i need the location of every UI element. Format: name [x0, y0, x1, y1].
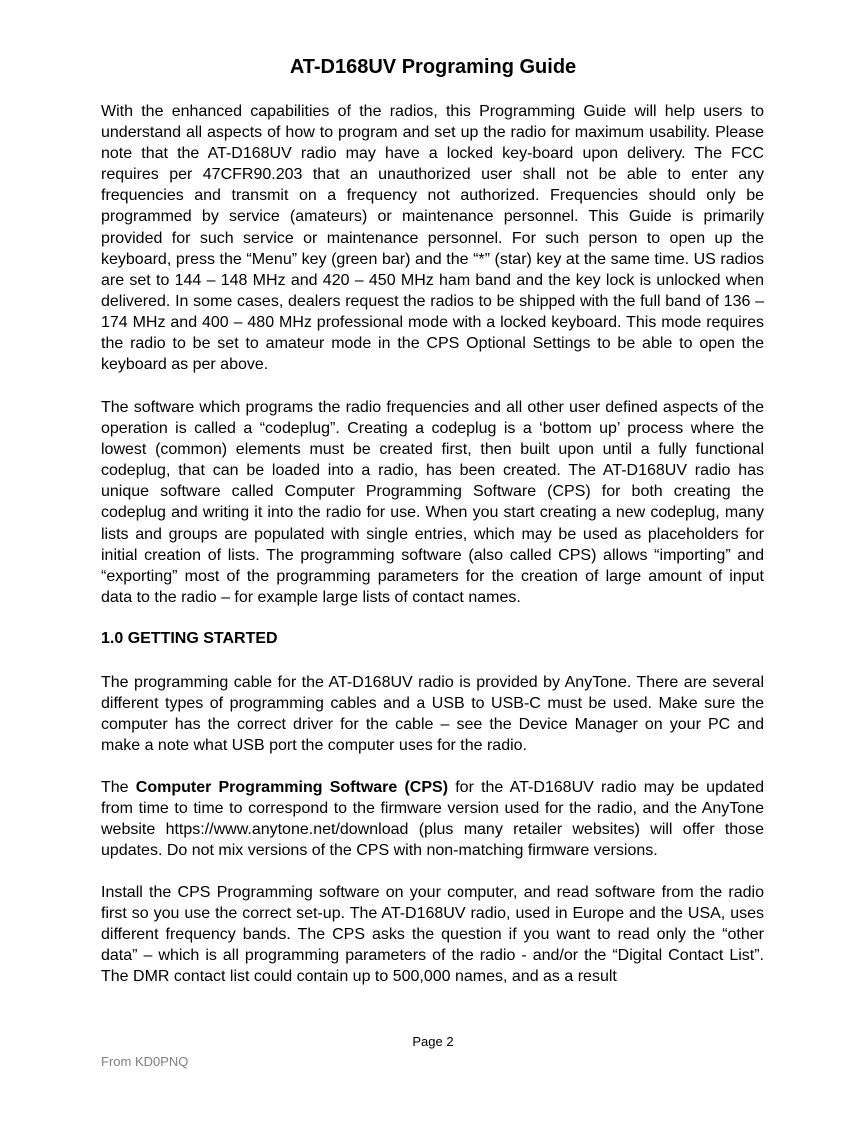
install-paragraph: Install the CPS Programming software on your computer, and read software from the radio first so you use the correct set-up. The AT-D168UV radio, used in Europe and the USA, uses different frequency bands. The CPS asks the question if you want to read only the “other data” – which is all programming parameters of the radio - and/or the “Digital Contact List”. The DMR contact list could contain up to 500,000 names, and as a result [101, 884, 764, 986]
software-paragraph: The software which programs the radio frequencies and all other user defined aspects of the operation is called a “codeplug”. Creating a codeplug is a ‘bottom up’ process where the lowest (common) elements must be created first, then built upon until a fully functional codeplug, that can be loaded into a radio, has been created. The AT-D168UV radio has unique software called Computer Programming Software (CPS) for both creating the codeplug and writing it into the radio for use. When you start creating a new codeplug, many lists and groups are populated with single entries, which may be used as placeholders for initial creation of lists. The programming software (also called CPS) allows “importing” and “exporting” most of the programming parameters for the creation of large amount of input data to the radio – for example large lists of contact names. [101, 399, 764, 606]
page-number: Page 2 [412, 1034, 454, 1049]
document-title: AT-D168UV Programing Guide [289, 56, 577, 78]
cable-paragraph: The programming cable for the AT-D168UV radio is provided by AnyTone. There are several different types of programming cables and a USB to USB-C must be used. Make sure the computer has the correct driver for the cable – see the Device Manager on your PC and make a note what USB port the computer uses for the radio. [101, 674, 764, 755]
cps-paragraph-rest: for the AT-D168UV radio may be updated from time to time to correspond to the firmware version used for the radio, and the AnyTone website https://www.anytone.net/download (plus many retailer websites) will offer those updates. Do not mix versions of the CPS with non-matching firmware versions. [101, 779, 765, 860]
cps-paragraph-lead: The [101, 779, 136, 796]
intro-paragraph: With the enhanced capabilities of the radios, this Programming Guide will help users to understand all aspects of how to program and set up the radio for maximum usability. Please note that the AT-D168UV radio may have a locked key-board upon delivery. The FCC requires per 47CFR90.203 that an unauthorized user shall not be able to enter any frequencies and transmit on a frequency not authorized. Frequencies should only be programmed by service (amateurs) or maintenance personnel. This Guide is primarily provided for such service or maintenance personnel. For such person to open up the keyboard, press the “Menu” key (green bar) and the “*” (star) key at the same time. US radios are set to 144 – 148 MHz and 420 – 450 MHz ham band and the key lock is unlocked when delivered. In some cases, dealers request the radios to be shipped with the full band of 136 – 174 MHz and 400 – 480 MHz professional mode with a locked keyboard. This mode requires the radio to be set to amateur mode in the CPS Optional Settings to be able to open the keyboard as per above. [101, 103, 764, 374]
section-heading-getting-started: 1.0 GETTING STARTED [101, 630, 278, 647]
footer-author: From KD0PNQ [101, 1054, 189, 1069]
cps-paragraph-bold: Computer Programming Software (CPS) [135, 779, 449, 796]
cps-paragraph [101, 777, 764, 861]
